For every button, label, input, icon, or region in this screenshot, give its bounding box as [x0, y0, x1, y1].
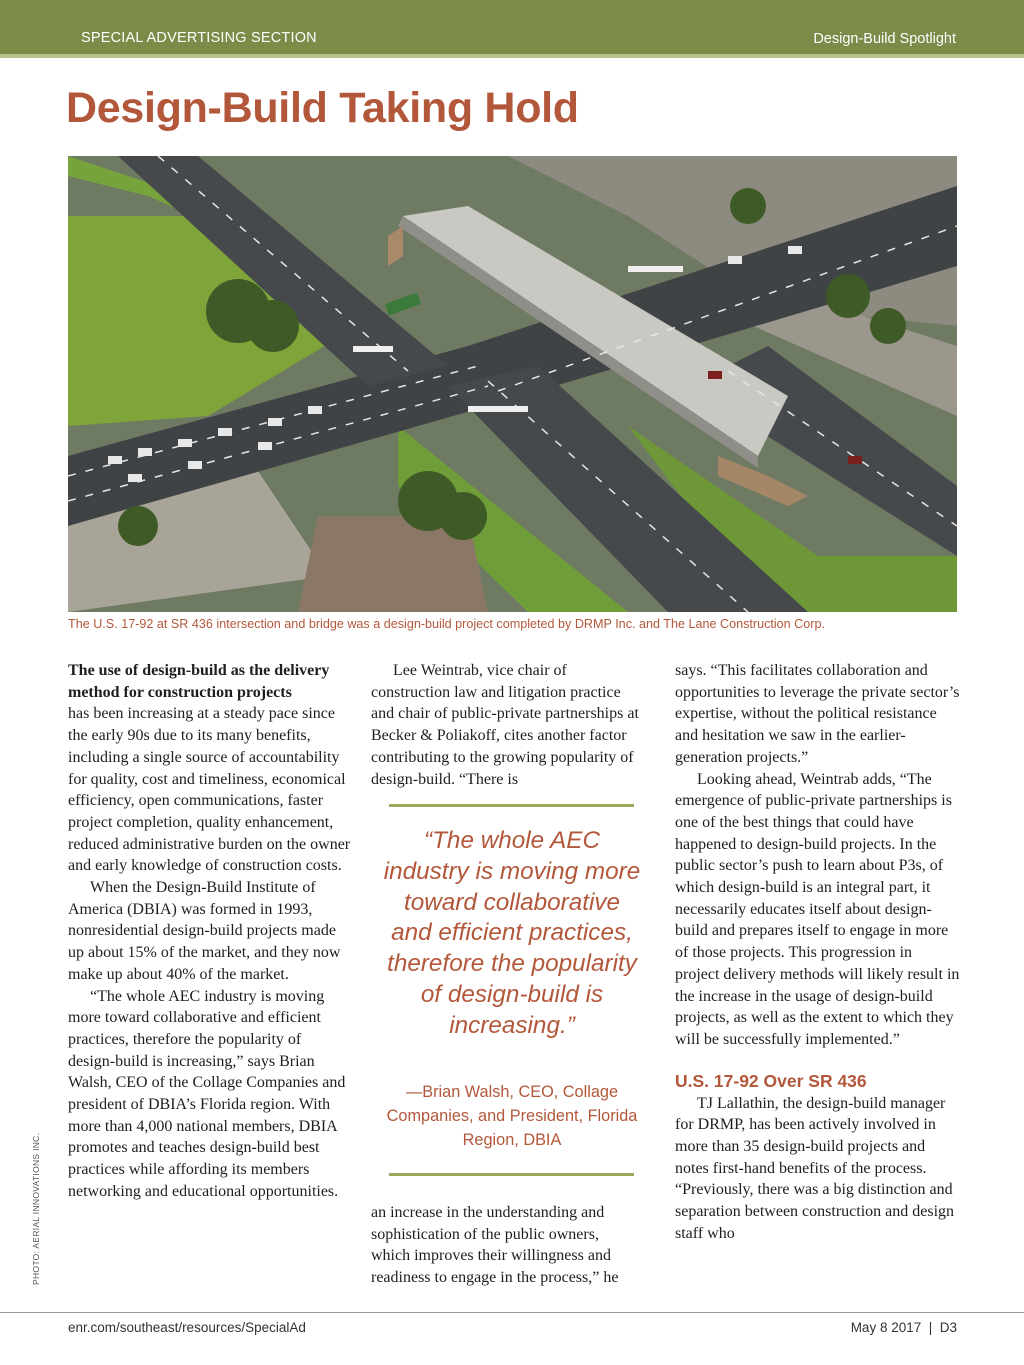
col3-paragraph-1: says. “This facilitates collaboration and opportunities to leverage the private sector’s expertise, without the political resistance and hesitation we saw in the earlier-generation projects.” [675, 662, 960, 766]
section-subhead: U.S. 17-92 Over SR 436 [675, 1070, 867, 1091]
col2-paragraph-2: an increase in the understanding and sophistication of the public owners, which improves their willingness and readiness to engage in the process,” he [371, 1204, 619, 1287]
col2-paragraph-1: Lee Weintrab, vice chair of construction law and litigation practice and chair of public-private partnerships at Becker & Poliakoff, cites another factor contributing to the growing popularity of design-build. “There is [371, 662, 639, 788]
col1-paragraph-2: When the Design-Build Institute of America (DBIA) was formed in 1993, nonresidential design-build projects made up about 15% of the market, and they now make up about 40% of the market. [68, 879, 341, 983]
article-column-2 [371, 660, 641, 790]
footer-divider [0, 1312, 1024, 1313]
section-label: SPECIAL ADVERTISING SECTION [81, 30, 317, 46]
col1-paragraph-1: has been increasing at a steady pace since the early 90s due to its many benefits, including a single source of accountability for quality, cost and timeliness, economical efficiency, open communications, faster project completion, quality enhancement, reduced administrative burden on the owner and early knowledge of construction costs. [68, 705, 351, 875]
pull-quote: “The whole AEC industry is moving more toward collaborative and efficient practices, therefore the popularity of design-build is increasing.” [383, 827, 641, 1039]
photo-caption: The U.S. 17-92 at SR 436 intersection and bridge was a design-build project completed by DRMP Inc. and The Lane Construction Corp. [68, 617, 825, 631]
spotlight-label: Design-Build Spotlight [813, 31, 956, 47]
footer-date-page: May 8 2017 | D3 [850, 1320, 957, 1335]
pull-quote-bottom-rule [389, 1173, 634, 1176]
col3-paragraph-2: Looking ahead, Weintrab adds, “The emergence of public-private partnerships is one of the best things that could have happened to design-build projects. In the public sector’s push to learn about P3s, of which design-build is an integral part, it necessarily educates itself about design-build and prepares itself to engage in more of those projects. This progression in project delivery methods will likely result in the increase in the usage of design-build projects, as well as the extent to which they will be successfully implemented.” [675, 770, 960, 1048]
article-column-2-continued [371, 1202, 641, 1289]
aerial-photo [68, 156, 957, 612]
page-title: Design-Build Taking Hold [66, 84, 579, 132]
footer-url[interactable]: enr.com/southeast/resources/SpecialAd [68, 1320, 306, 1335]
article-column-1 [68, 660, 352, 1203]
col3-paragraph-3: TJ Lallathin, the design-build manager for DRMP, has been actively involved in more than 35 design-build projects and notes first-hand benefits of the process. “Previously, there was a big distinction and separation between construction and design staff who [675, 1094, 955, 1242]
photo-credit: PHOTO: AERIAL INNOVATIONS INC. [31, 1132, 41, 1285]
header-bar [0, 0, 1024, 58]
col1-paragraph-3: “The whole AEC industry is moving more toward collaborative and efficient practices, therefore the popularity of design-build is increasing,” says Brian Walsh, CEO of the Collage Companies and president of DBIA’s Florida region. With more than 4,000 national members, DBIA promotes and teaches design-build best practices while affording its members networking and educational opportunities. [68, 987, 346, 1200]
article-column-3 [675, 660, 960, 1245]
article-lead: The use of design-build as the delivery method for construction projects [68, 662, 330, 701]
pull-quote-top-rule [389, 804, 634, 807]
pull-quote-attribution: —Brian Walsh, CEO, Collage Companies, and President, Florida Region, DBIA [386, 1083, 638, 1149]
